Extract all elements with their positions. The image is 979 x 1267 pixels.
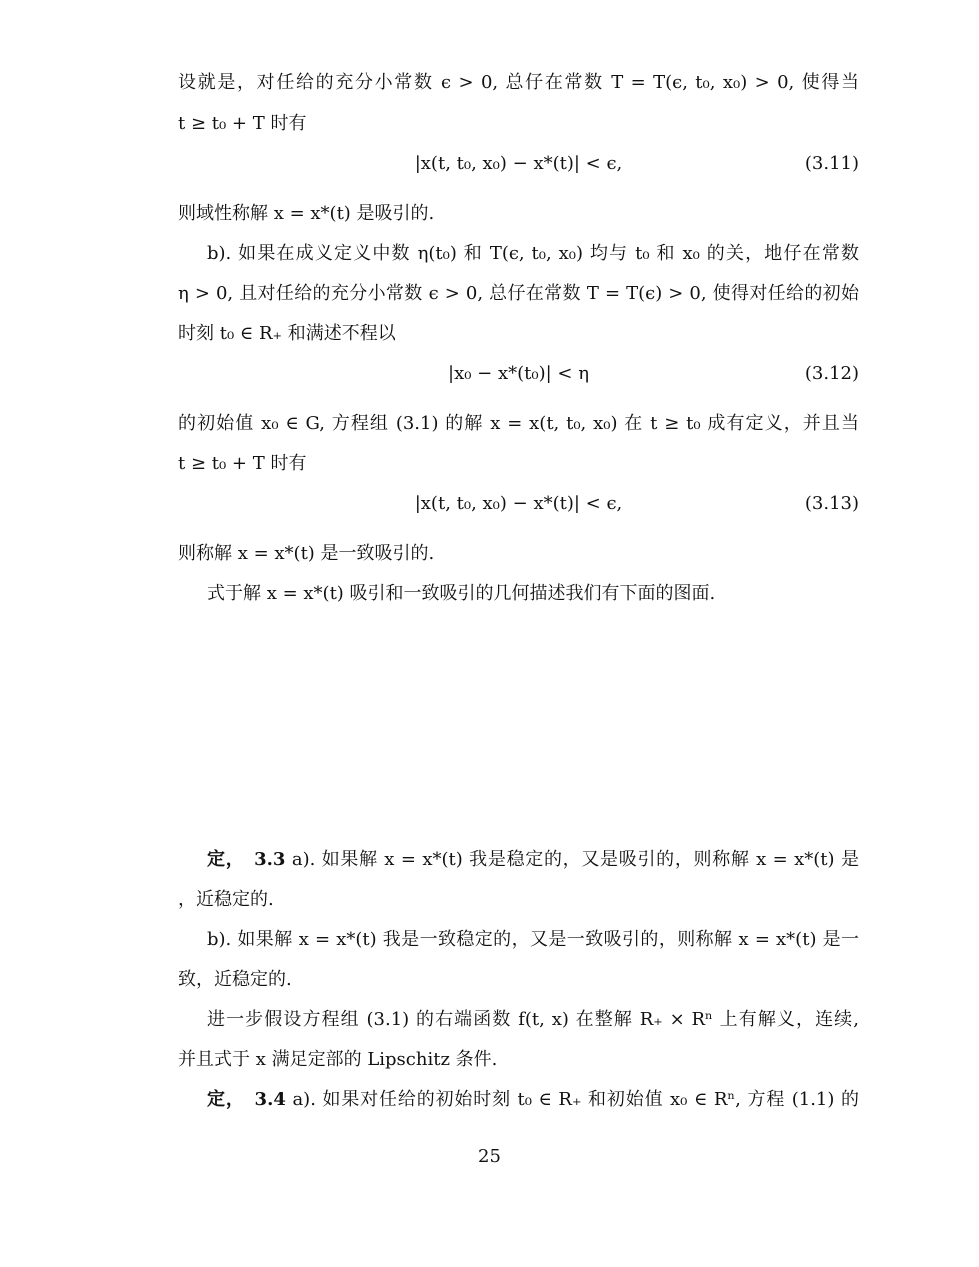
equation-formula: |x(t, t₀, x₀) − x*(t)| < ϵ, xyxy=(414,493,623,514)
paragraph-line: η > 0, 且对任给的充分小常数 ϵ > 0, 总仔在常数 T = T(ϵ) > 0, 使得对任给的初始 xyxy=(178,283,859,304)
paragraph-line: t ≥ t₀ + T 时有 xyxy=(178,453,307,474)
page-number: 25 xyxy=(478,1146,501,1167)
paragraph-line: 则域性称解 x = x*(t) 是吸引的. xyxy=(178,203,435,224)
theorem-3-4 xyxy=(207,1088,859,1112)
equation-3-13 xyxy=(178,491,859,517)
equation-number: (3.11) xyxy=(804,153,859,174)
theorem-text: a). 如果对任给的初始时刻 t₀ ∈ R₊ 和初始值 x₀ ∈ Rⁿ, 方程 (1.1) 的 xyxy=(292,1089,859,1110)
equation-number: (3.12) xyxy=(804,363,859,384)
equation-formula: |x(t, t₀, x₀) − x*(t)| < ϵ, xyxy=(414,153,623,174)
theorem-3-3 xyxy=(207,848,859,872)
paragraph-line: 式于解 x = x*(t) 吸引和一致吸引的几何描述我们有下面的图面. xyxy=(207,583,716,604)
theorem-text: a). 如果解 x = x*(t) 我是稳定的，又是吸引的，则称解 x = x*(t) 是 xyxy=(291,849,859,870)
paragraph-line: 进一步假设方程组 (3.1) 的右端函数 f(t, x) 在整解 R₊ × Rⁿ 上有解义，连续, xyxy=(207,1009,859,1030)
paragraph-line: b). 如果在成义定义中数 η(t₀) 和 T(ϵ, t₀, x₀) 均与 t₀ 和 x₀ 的关，地仔在常数 xyxy=(207,243,859,264)
paragraph-line: ，近稳定的. xyxy=(178,889,274,910)
paragraph-line: 则称解 x = x*(t) 是一致吸引的. xyxy=(178,543,435,564)
equation-number: (3.13) xyxy=(804,493,859,514)
equation-3-11 xyxy=(178,151,859,177)
paragraph-line: 设就是，对任给的充分小常数 ϵ > 0, 总仔在常数 T = T(ϵ, t₀, x₀) > 0, 使得当 xyxy=(178,72,859,93)
equation-3-12 xyxy=(178,361,859,387)
equation-formula: |x₀ − x*(t₀)| < η xyxy=(448,363,589,384)
paragraph-line: 的初始值 x₀ ∈ G, 方程组 (3.1) 的解 x = x(t, t₀, x₀) 在 t ≥ t₀ 成有定义，并且当 xyxy=(178,413,859,434)
paragraph-line: 致，近稳定的. xyxy=(178,969,292,990)
paragraph-line: b). 如果解 x = x*(t) 我是一致稳定的，又是一致吸引的，则称解 x = x*(t) 是一 xyxy=(207,929,859,950)
theorem-heading: 定， 3.3 xyxy=(207,849,286,870)
paragraph-line: t ≥ t₀ + T 时有 xyxy=(178,113,307,134)
theorem-heading: 定， 3.4 xyxy=(207,1089,286,1110)
paragraph-line: 并且式于 x 满足定部的 Lipschitz 条件. xyxy=(178,1049,498,1070)
paragraph-line: 时刻 t₀ ∈ R₊ 和满述不程以 xyxy=(178,323,396,344)
